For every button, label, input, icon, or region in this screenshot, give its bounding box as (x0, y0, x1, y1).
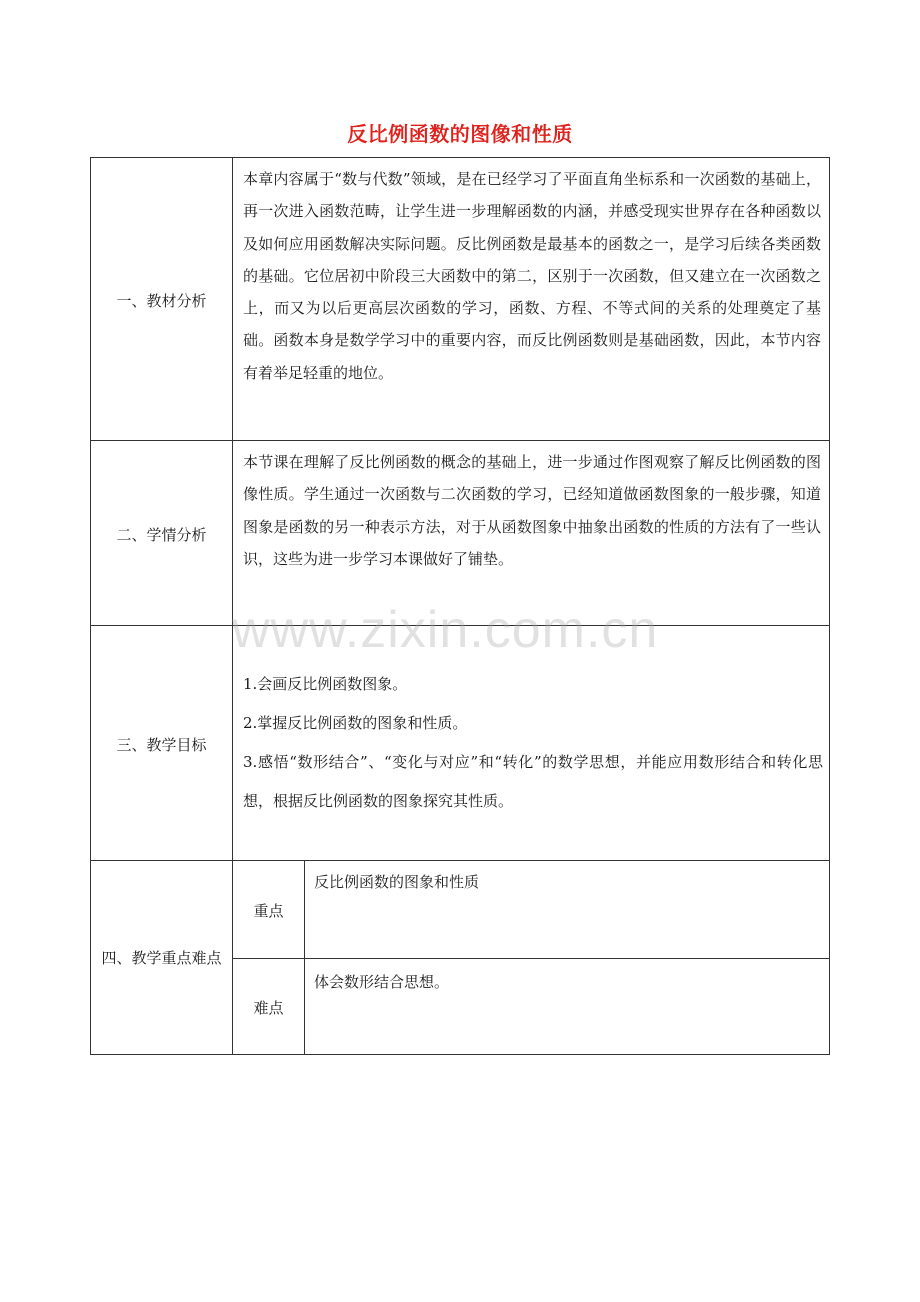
document-title: 反比例函数的图像和性质 (347, 122, 573, 146)
key-point-label: 重点 (253, 902, 284, 920)
textbook-paragraph: 本章内容属于“数与代数”领域，是在已经学习了平面直角坐标系和一次函数的基础上，再一次进入函数范畴，让学生进一步理解函数的内涵，并感受现实世界存在各种函数以及如何应用函数解决实际问题。反比例函数是最基本的函数之一，是学习后续各类函数的基础。它位居初中阶段三大函数中的第二，区别于一次函数，但又建立在一次函数之上，而又为以后更高层次函数的学习，函数、方程、不等式间的关系的处理奠定了基础。函数本身是数学学习中的重要内容，而反比例函数则是基础函数，因此，本节内容有着举足轻重的地位。 (243, 170, 821, 382)
section-label-textbook: 一、教材分析 (116, 292, 207, 310)
goal-item: 3.感悟“数形结合”、“变化与对应”和“转化”的数学思想，并能应用数形结合和转化思想，根据反比例函数的图象探究其性质。 (243, 753, 823, 810)
section-text-students (243, 446, 821, 575)
table-row-divider-2 (90, 625, 830, 626)
section-label-goals: 三、教学目标 (116, 736, 207, 754)
subtable-row-divider (232, 958, 830, 959)
difficult-point-label: 难点 (253, 999, 284, 1017)
section-label-keypoints: 四、教学重点难点 (101, 949, 222, 967)
section-text-textbook (243, 163, 821, 389)
table-border-bottom (90, 1054, 830, 1055)
table-border-top (90, 157, 830, 158)
table-row-divider-3 (90, 860, 830, 861)
difficult-point-text: 体会数形结合思想。 (314, 973, 450, 991)
goal-item: 2.掌握反比例函数的图象和性质。 (243, 714, 468, 732)
goal-item: 1.会画反比例函数图象。 (243, 675, 408, 693)
section-label-students: 二、学情分析 (116, 526, 207, 544)
watermark: www.zixin.com.cn (232, 601, 659, 659)
table-row-divider-1 (90, 440, 830, 441)
goals-list (243, 665, 823, 821)
students-paragraph: 本节课在理解了反比例函数的概念的基础上，进一步通过作图观察了解反比例函数的图像性质。学生通过一次函数与二次函数的学习，已经知道做函数图象的一般步骤，知道图象是函数的另一种表示方法，对于从函数图象中抽象出函数的性质的方法有了一些认识，这些为进一步学习本课做好了铺垫。 (243, 453, 821, 568)
key-point-text: 反比例函数的图象和性质 (314, 873, 480, 891)
table-border-right (829, 157, 830, 1055)
